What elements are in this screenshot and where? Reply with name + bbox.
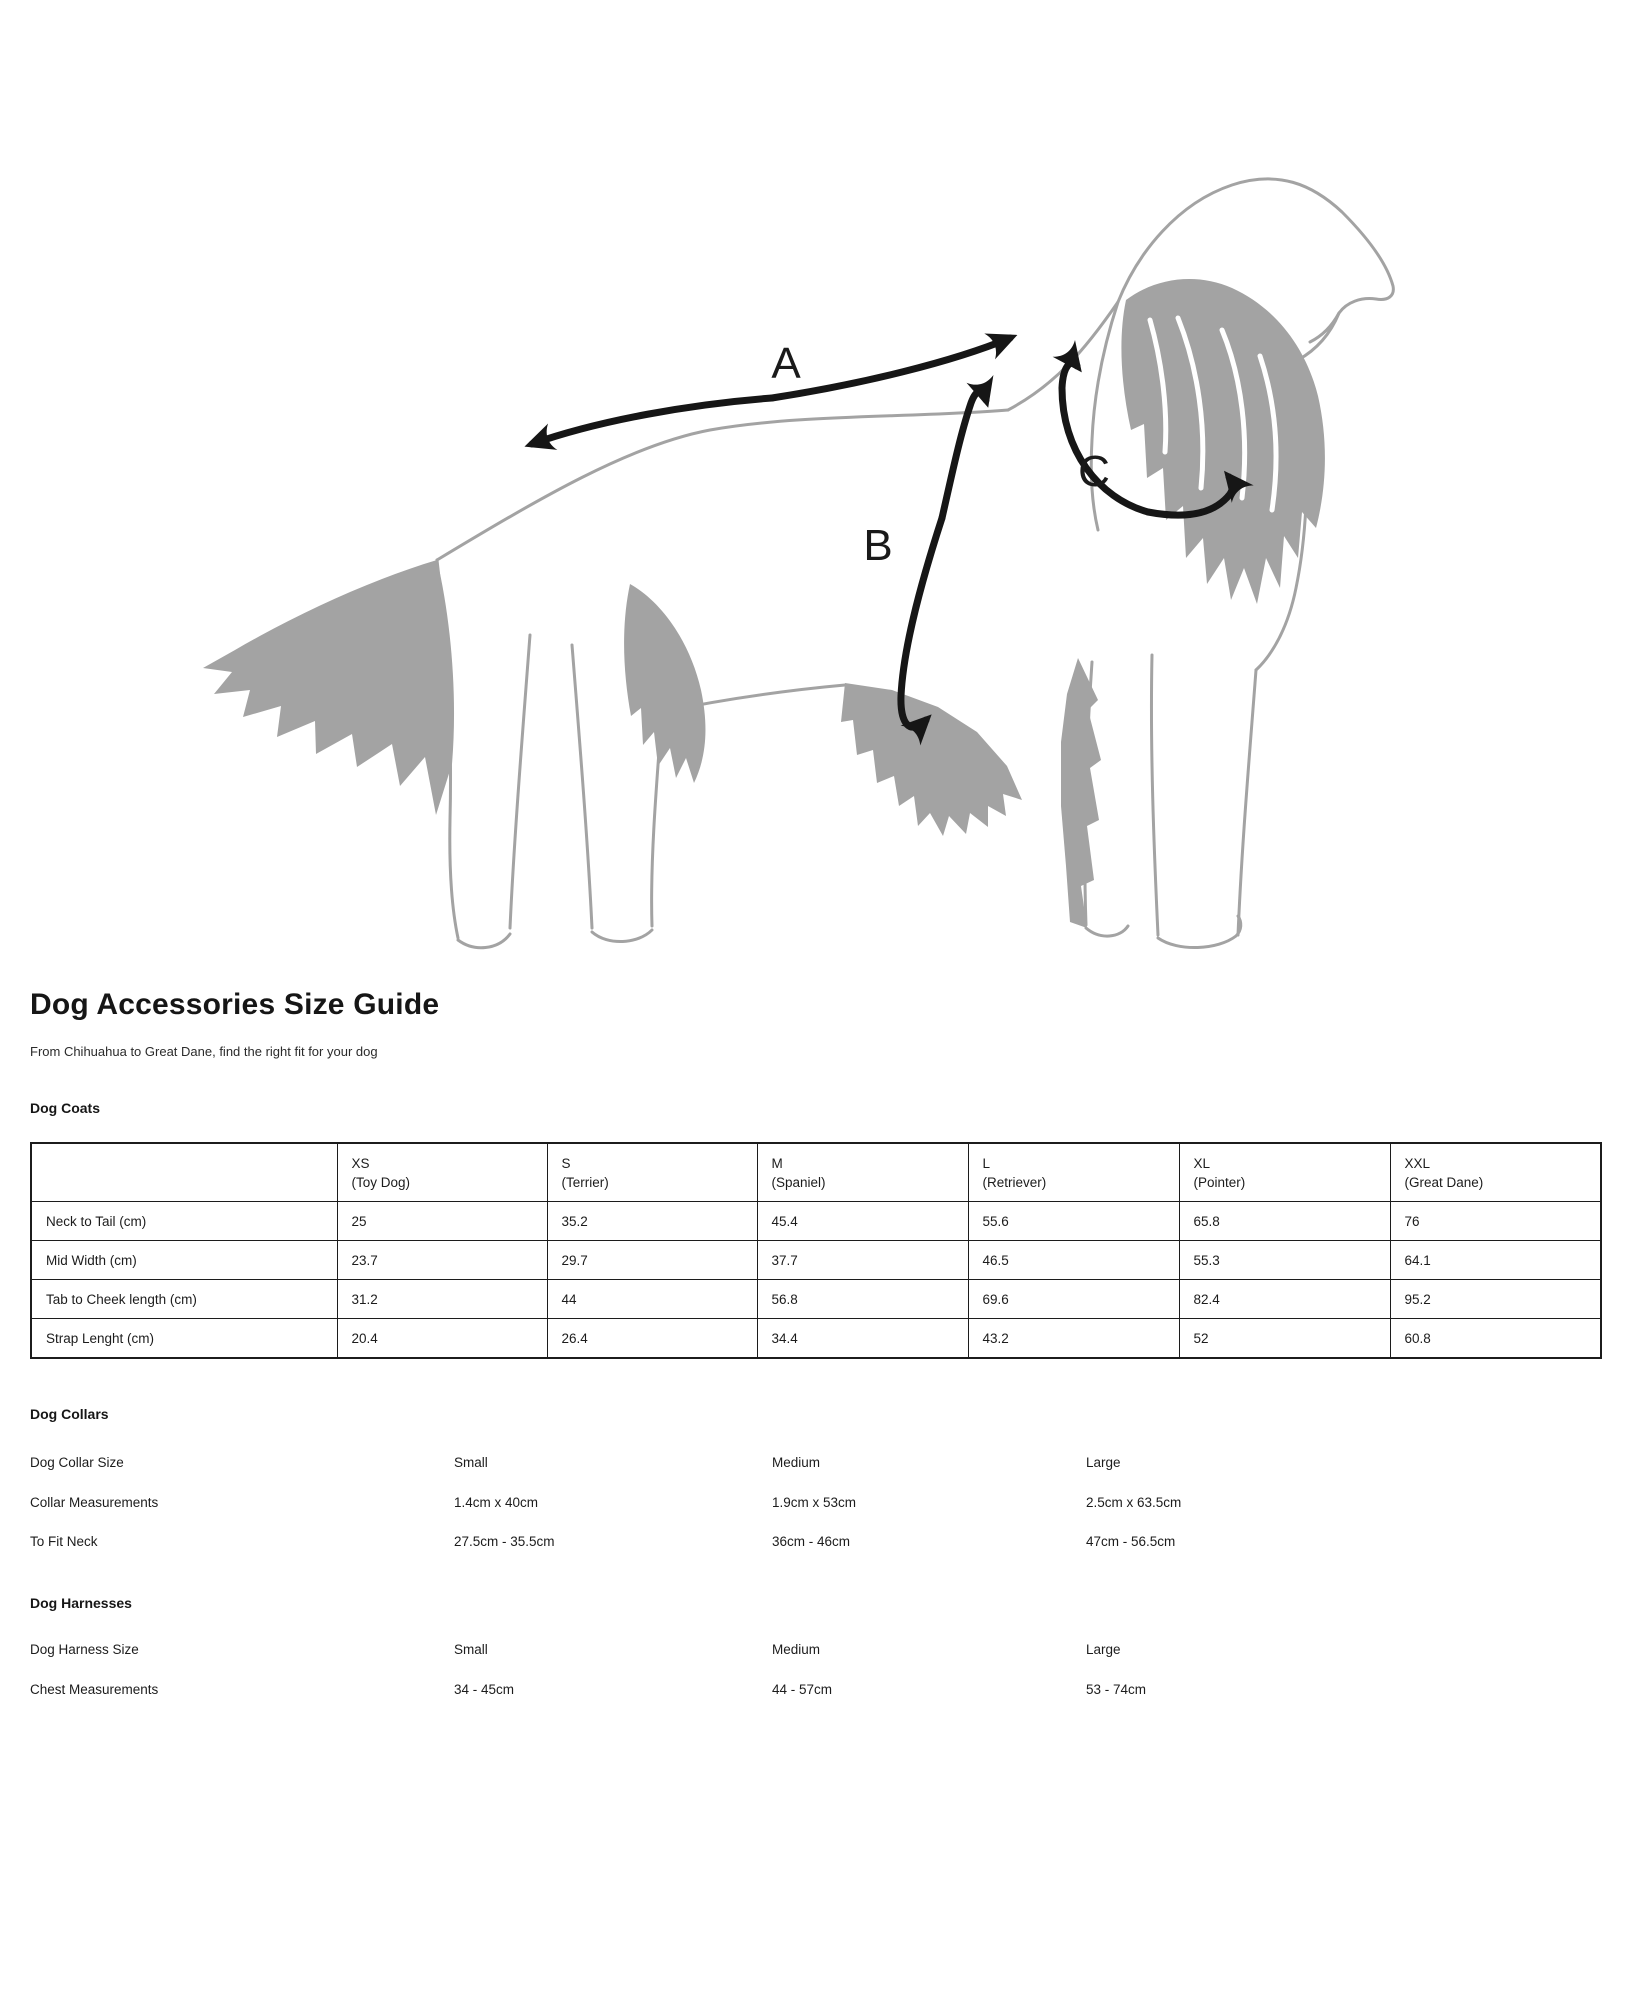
- row-label: Dog Collar Size: [30, 1455, 124, 1470]
- value-cell: 23.7: [337, 1241, 547, 1280]
- value-large: 53 - 74cm: [1086, 1682, 1147, 1697]
- measure-arrow-a: [772, 338, 1010, 398]
- dog-thigh-fur: [624, 584, 705, 783]
- value-large: 2.5cm x 63.5cm: [1086, 1495, 1182, 1510]
- coats-header-row: [31, 1143, 1601, 1202]
- value-cell: 25: [337, 1202, 547, 1241]
- value-medium: 1.9cm x 53cm: [772, 1495, 857, 1510]
- value-cell: 95.2: [1390, 1280, 1601, 1319]
- dog-hind-leg-inner: [510, 635, 530, 928]
- dog-far-front-paw: [1086, 926, 1128, 936]
- coats-col-m: [757, 1143, 968, 1202]
- value-cell: 64.1: [1390, 1241, 1601, 1280]
- coats-heading: Dog Coats: [30, 1100, 100, 1116]
- coats-header-empty: [31, 1143, 337, 1202]
- dog-tail: [203, 560, 454, 815]
- dog-near-hind-leg: [572, 645, 592, 928]
- row-label: Mid Width (cm): [31, 1241, 337, 1280]
- row-label: Neck to Tail (cm): [31, 1202, 337, 1241]
- value-medium: Medium: [772, 1642, 821, 1657]
- value-large: 47cm - 56.5cm: [1086, 1534, 1176, 1549]
- dog-back-outline: [437, 410, 1008, 560]
- collars-heading: Dog Collars: [30, 1406, 109, 1422]
- coats-row-strap-length: [31, 1319, 1601, 1359]
- value-small: 1.4cm x 40cm: [454, 1495, 539, 1510]
- dog-sketch: [203, 179, 1393, 948]
- value-cell: 43.2: [968, 1319, 1179, 1359]
- value-cell: 26.4: [547, 1319, 757, 1359]
- collar-measurements-row: [0, 1495, 1634, 1515]
- dog-front-leg-outline: [1238, 670, 1256, 935]
- coats-col-xs: [337, 1143, 547, 1202]
- value-medium: 36cm - 46cm: [772, 1534, 851, 1549]
- value-cell: 44: [547, 1280, 757, 1319]
- size-breed: (Retriever): [982, 1174, 1047, 1190]
- page-subtitle: From Chihuahua to Great Dane, find the right fit for your dog: [30, 1044, 378, 1059]
- dog-near-hind-paw: [592, 930, 652, 942]
- size-breed: (Terrier): [561, 1174, 609, 1190]
- dog-hind-paw: [458, 934, 510, 948]
- value-cell: 31.2: [337, 1280, 547, 1319]
- value-cell: 60.8: [1390, 1319, 1601, 1359]
- value-large: Large: [1086, 1642, 1121, 1657]
- value-small: 27.5cm - 35.5cm: [454, 1534, 555, 1549]
- value-cell: 55.6: [968, 1202, 1179, 1241]
- row-label: Collar Measurements: [30, 1495, 159, 1510]
- value-cell: 45.4: [757, 1202, 968, 1241]
- measure-arrow-a: [532, 398, 772, 444]
- row-label: To Fit Neck: [30, 1534, 98, 1549]
- value-large: Large: [1086, 1455, 1121, 1470]
- measure-label-c: C: [1078, 447, 1110, 496]
- value-cell: 52: [1179, 1319, 1390, 1359]
- measure-arrow-b: [942, 391, 986, 518]
- value-cell: 34.4: [757, 1319, 968, 1359]
- value-cell: 29.7: [547, 1241, 757, 1280]
- coats-row-neck-to-tail: [31, 1202, 1601, 1241]
- value-small: 34 - 45cm: [454, 1682, 515, 1697]
- value-cell: 46.5: [968, 1241, 1179, 1280]
- value-cell: 35.2: [547, 1202, 757, 1241]
- coats-col-s: [547, 1143, 757, 1202]
- value-cell: 65.8: [1179, 1202, 1390, 1241]
- dog-front-leg-inner: [1151, 655, 1158, 935]
- value-cell: 37.7: [757, 1241, 968, 1280]
- coats-row-tab-to-cheek: [31, 1280, 1601, 1319]
- harness-size-row: [0, 1642, 1634, 1662]
- value-cell: 55.3: [1179, 1241, 1390, 1280]
- value-medium: Medium: [772, 1455, 821, 1470]
- value-cell: 76: [1390, 1202, 1601, 1241]
- coats-col-xl: [1179, 1143, 1390, 1202]
- value-cell: 20.4: [337, 1319, 547, 1359]
- size-code: M: [771, 1155, 783, 1171]
- size-code: L: [982, 1155, 991, 1171]
- value-small: Small: [454, 1455, 488, 1470]
- value-cell: 69.6: [968, 1280, 1179, 1319]
- harness-chest-row: [0, 1682, 1634, 1702]
- coats-col-l: [968, 1143, 1179, 1202]
- size-breed: (Pointer): [1193, 1174, 1246, 1190]
- value-cell: 82.4: [1179, 1280, 1390, 1319]
- value-cell: 56.8: [757, 1280, 968, 1319]
- coats-col-xxl: [1390, 1143, 1601, 1202]
- coats-row-mid-width: [31, 1241, 1601, 1280]
- row-label: Chest Measurements: [30, 1682, 159, 1697]
- dog-measurement-diagram: [0, 0, 1634, 980]
- size-breed: (Great Dane): [1404, 1174, 1484, 1190]
- dog-leg-fur: [1061, 658, 1101, 928]
- collar-size-row: [0, 1455, 1634, 1475]
- dog-front-paw: [1158, 916, 1241, 948]
- row-label: Tab to Cheek length (cm): [31, 1280, 337, 1319]
- collar-fit-neck-row: [0, 1534, 1634, 1554]
- value-medium: 44 - 57cm: [772, 1682, 833, 1697]
- size-breed: (Toy Dog): [351, 1174, 411, 1190]
- harnesses-heading: Dog Harnesses: [30, 1595, 132, 1611]
- size-code: XS: [351, 1155, 370, 1171]
- measure-label-a: A: [771, 339, 801, 388]
- size-code: S: [561, 1155, 571, 1171]
- page-title: Dog Accessories Size Guide: [30, 988, 440, 1021]
- size-code: XXL: [1404, 1155, 1431, 1171]
- row-label: Strap Lenght (cm): [31, 1319, 337, 1359]
- row-label: Dog Harness Size: [30, 1642, 139, 1657]
- size-breed: (Spaniel): [771, 1174, 826, 1190]
- measure-label-b: B: [863, 521, 893, 570]
- dog-coats-table: [30, 1142, 1602, 1359]
- size-code: XL: [1193, 1155, 1211, 1171]
- value-small: Small: [454, 1642, 488, 1657]
- dog-belly-fur: [841, 683, 1022, 836]
